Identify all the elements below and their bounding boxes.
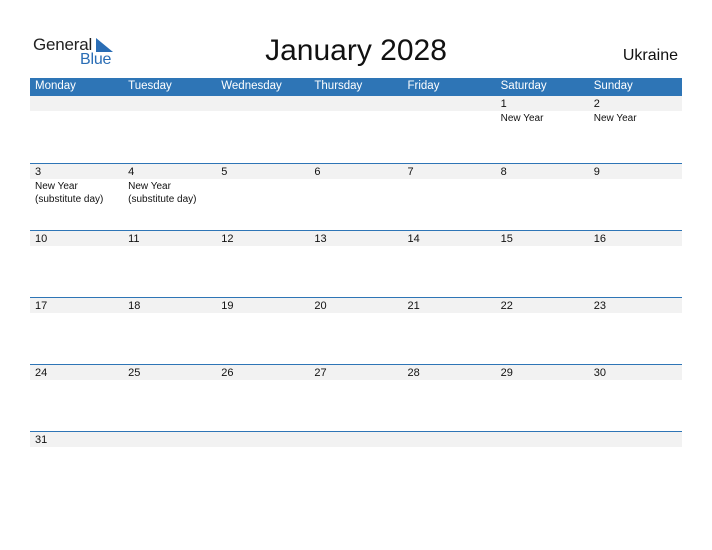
day-number: 24 [35, 367, 48, 379]
weekday-wednesday: Wednesday [221, 80, 282, 92]
day-number: 11 [128, 233, 140, 245]
calendar-day-cell [309, 432, 402, 498]
day-number: 10 [35, 233, 48, 245]
calendar-day-cell [30, 365, 123, 431]
calendar-day-cell [309, 298, 402, 364]
calendar-day-cell [309, 231, 402, 297]
calendar-week-row [30, 364, 682, 430]
holiday-label: New Year [593, 113, 637, 124]
calendar-day-cell [589, 164, 682, 230]
day-number: 29 [500, 367, 513, 379]
day-number: 9 [593, 166, 600, 178]
calendar-day-cell [496, 432, 589, 498]
calendar-day-cell [123, 96, 216, 162]
calendar-day-cell [123, 432, 216, 498]
weekday-friday: Friday [407, 80, 440, 92]
day-number: 23 [593, 300, 606, 312]
day-number: 27 [314, 367, 327, 379]
country-label: Ukraine [622, 47, 678, 64]
weekday-header [30, 78, 682, 96]
calendar-day-cell [123, 298, 216, 364]
day-number: 17 [35, 300, 48, 312]
day-number [221, 98, 309, 112]
calendar-day-cell [403, 164, 496, 230]
day-number [314, 434, 402, 448]
day-number: 5 [221, 166, 228, 178]
weekday-monday: Monday [35, 80, 76, 92]
logo-word-blue: Blue [80, 51, 112, 68]
calendar-day-cell [496, 231, 589, 297]
day-number: 13 [314, 233, 327, 245]
day-number [314, 98, 402, 112]
calendar-week-row [30, 297, 682, 363]
calendar-day-cell [123, 164, 216, 230]
day-number: 18 [128, 300, 141, 312]
calendar-day-cell [309, 96, 402, 162]
calendar-day-cell [496, 96, 589, 162]
day-number: 20 [314, 300, 327, 312]
holiday-label: New Year (substitute day) [128, 181, 197, 205]
day-number: 4 [128, 166, 135, 178]
calendar-day-cell [309, 164, 402, 230]
calendar-week-row [30, 230, 682, 296]
day-number: 16 [593, 233, 606, 245]
calendar-day-cell [216, 231, 309, 297]
day-number: 12 [221, 233, 234, 245]
calendar-day-cell [216, 432, 309, 498]
calendar-day-cell [30, 164, 123, 230]
day-number [35, 98, 123, 112]
calendar-week-row [30, 431, 682, 497]
calendar-day-cell [403, 96, 496, 162]
calendar-week-row [30, 163, 682, 229]
day-number: 3 [35, 166, 42, 178]
day-number: 30 [593, 367, 606, 379]
calendar-day-cell [496, 298, 589, 364]
calendar-day-cell [123, 365, 216, 431]
calendar-day-cell [403, 231, 496, 297]
calendar-day-cell [589, 231, 682, 297]
calendar-week-row [30, 96, 682, 162]
day-number: 1 [500, 98, 507, 110]
calendar-day-cell [216, 164, 309, 230]
day-number [128, 434, 216, 448]
calendar-day-cell [309, 365, 402, 431]
day-number: 8 [500, 166, 507, 178]
holiday-label: New Year [500, 113, 544, 124]
day-number: 15 [500, 233, 513, 245]
day-number: 7 [407, 166, 414, 178]
day-number [501, 434, 589, 448]
calendar-day-cell [589, 96, 682, 162]
calendar-day-cell [403, 365, 496, 431]
day-number: 2 [593, 98, 600, 110]
calendar-day-cell [216, 365, 309, 431]
calendar-day-cell [216, 298, 309, 364]
day-number [408, 434, 496, 448]
day-number: 6 [314, 166, 321, 178]
calendar-day-cell [30, 432, 123, 498]
day-number: 19 [221, 300, 234, 312]
calendar-day-cell [30, 231, 123, 297]
day-number: 21 [407, 300, 420, 312]
weekday-sunday: Sunday [593, 80, 633, 92]
calendar-day-cell [589, 432, 682, 498]
logo-word-general: General [33, 35, 93, 54]
day-number: 31 [35, 434, 48, 446]
day-number: 26 [221, 367, 234, 379]
calendar-day-cell [496, 365, 589, 431]
day-number: 25 [128, 367, 141, 379]
calendar-day-cell [30, 298, 123, 364]
day-number [221, 434, 309, 448]
calendar-day-cell [30, 96, 123, 162]
calendar-day-cell [589, 298, 682, 364]
calendar-title: January 2028 [265, 34, 447, 67]
calendar-day-cell [123, 231, 216, 297]
day-number [128, 98, 216, 112]
holiday-label: New Year (substitute day) [35, 181, 104, 205]
calendar-day-cell [589, 365, 682, 431]
weekday-tuesday: Tuesday [128, 80, 172, 92]
day-number [408, 98, 496, 112]
calendar-day-cell [216, 96, 309, 162]
weekday-saturday: Saturday [500, 80, 547, 92]
day-number: 14 [407, 233, 420, 245]
day-number: 22 [500, 300, 513, 312]
day-number [594, 434, 682, 448]
weekday-thursday: Thursday [314, 80, 363, 92]
calendar-day-cell [403, 432, 496, 498]
calendar-day-cell [496, 164, 589, 230]
day-number: 28 [407, 367, 420, 379]
calendar-day-cell [403, 298, 496, 364]
